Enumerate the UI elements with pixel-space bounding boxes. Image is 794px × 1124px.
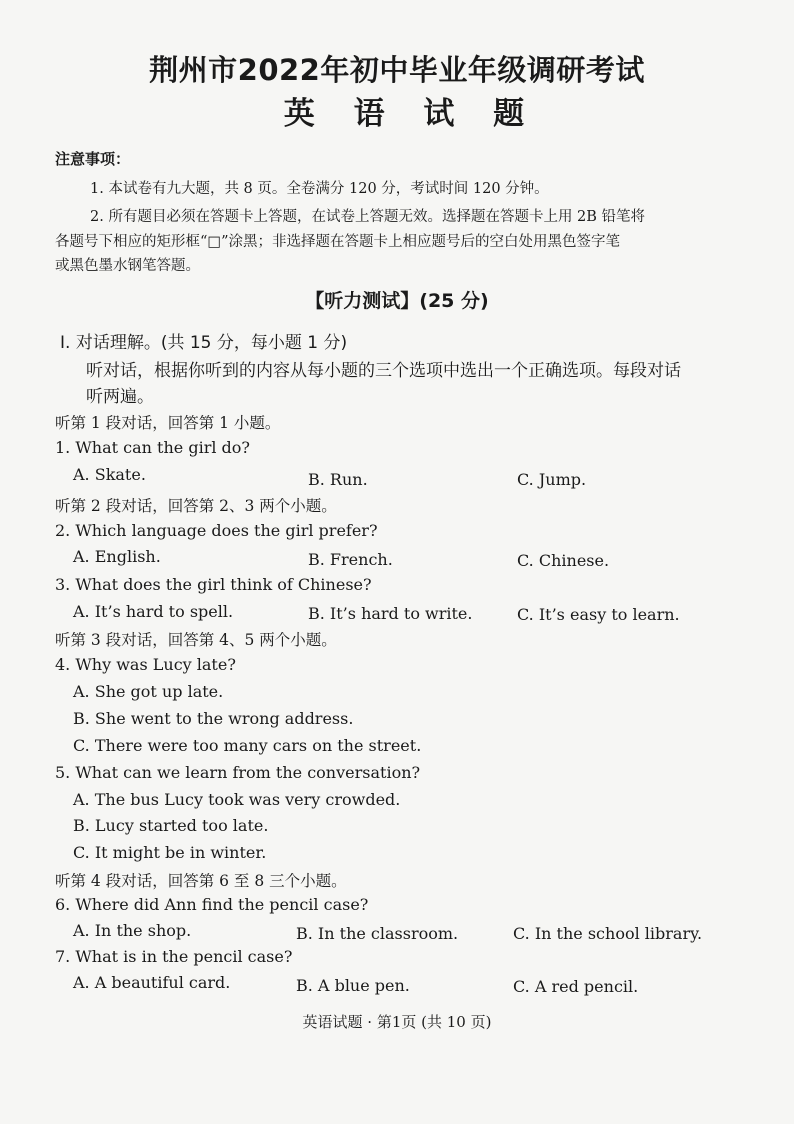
dialog3-instruction: 听第 3 段对话，回答第 4、5 两个小题。: [55, 631, 337, 649]
q5-option-a: A. The bus Lucy took was very crowded.: [73, 790, 401, 809]
q7-option-b: B. A blue pen.: [296, 976, 410, 995]
q2-option-b: B. French.: [308, 550, 393, 569]
q4-option-b: B. She went to the wrong address.: [73, 709, 354, 728]
q1-option-b: B. Run.: [308, 470, 368, 489]
q1-option-c: C. Jump.: [517, 470, 587, 489]
exam-title: 荆州市2022年初中毕业年级调研考试: [149, 53, 645, 87]
q5-option-c: C. It might be in winter.: [73, 843, 267, 862]
q7-option-c: C. A red pencil.: [513, 977, 639, 996]
q2-option-c: C. Chinese.: [517, 551, 610, 570]
q3-option-b: B. It’s hard to write.: [308, 604, 473, 623]
q4-option-a: A. She got up late.: [73, 682, 224, 701]
q7-stem: 7. What is in the pencil case?: [55, 947, 293, 966]
q3-option-c: C. It’s easy to learn.: [517, 605, 680, 624]
q6-stem: 6. Where did Ann find the pencil case?: [55, 895, 369, 914]
notice-item-2-line1: 2. 所有题目必须在答题卡上答题，在试卷上答题无效。选择题在答题卡上用 2B 铅笔将: [90, 209, 646, 225]
q4-option-c: C. There were too many cars on the street.: [73, 736, 422, 755]
q6-option-a: A. In the shop.: [73, 921, 192, 940]
part1-instruction-line2: 听两遍。: [86, 387, 154, 407]
q6-option-b: B. In the classroom.: [296, 924, 459, 943]
dialog1-instruction: 听第 1 段对话，回答第 1 小题。: [55, 414, 281, 432]
part1-instruction-line1: 听对话，根据你听到的内容从每小题的三个选项中选出一个正确选项。每段对话: [86, 361, 681, 381]
notice-item-2-line3: 或黑色墨水钢笔答题。: [55, 258, 200, 274]
subject-title: 英 语 试 题: [283, 96, 539, 132]
q5-stem: 5. What can we learn from the conversation?: [55, 763, 421, 782]
q4-stem: 4. Why was Lucy late?: [55, 655, 236, 674]
notice-item-1: 1. 本试卷有九大题，共 8 页。全卷满分 120 分，考试时间 120 分钟。: [90, 181, 549, 197]
q3-stem: 3. What does the girl think of Chinese?: [55, 575, 372, 594]
q3-option-a: A. It’s hard to spell.: [73, 602, 234, 621]
dialog2-instruction: 听第 2 段对话，回答第 2、3 两个小题。: [55, 497, 337, 515]
section-heading: 【听力测试】(25 分): [305, 290, 489, 312]
notice-item-2-line2: 各题号下相应的矩形框“□”涂黑；非选择题在答题卡上相应题号后的空白处用黑色签字笔: [55, 234, 621, 250]
q5-option-b: B. Lucy started too late.: [73, 816, 269, 835]
notice-heading: 注意事项：: [55, 150, 131, 168]
page-footer: 英语试题 · 第1页 (共 10 页): [302, 1013, 492, 1031]
q7-option-a: A. A beautiful card.: [73, 973, 231, 992]
q6-option-c: C. In the school library.: [513, 924, 703, 943]
q2-option-a: A. English.: [73, 547, 161, 566]
part1-heading: Ⅰ. 对话理解。(共 15 分，每小题 1 分): [60, 333, 348, 353]
q1-stem: 1. What can the girl do?: [55, 438, 250, 457]
dialog4-instruction: 听第 4 段对话，回答第 6 至 8 三个小题。: [55, 872, 347, 890]
q1-option-a: A. Skate.: [73, 465, 146, 484]
q2-stem: 2. Which language does the girl prefer?: [55, 521, 378, 540]
